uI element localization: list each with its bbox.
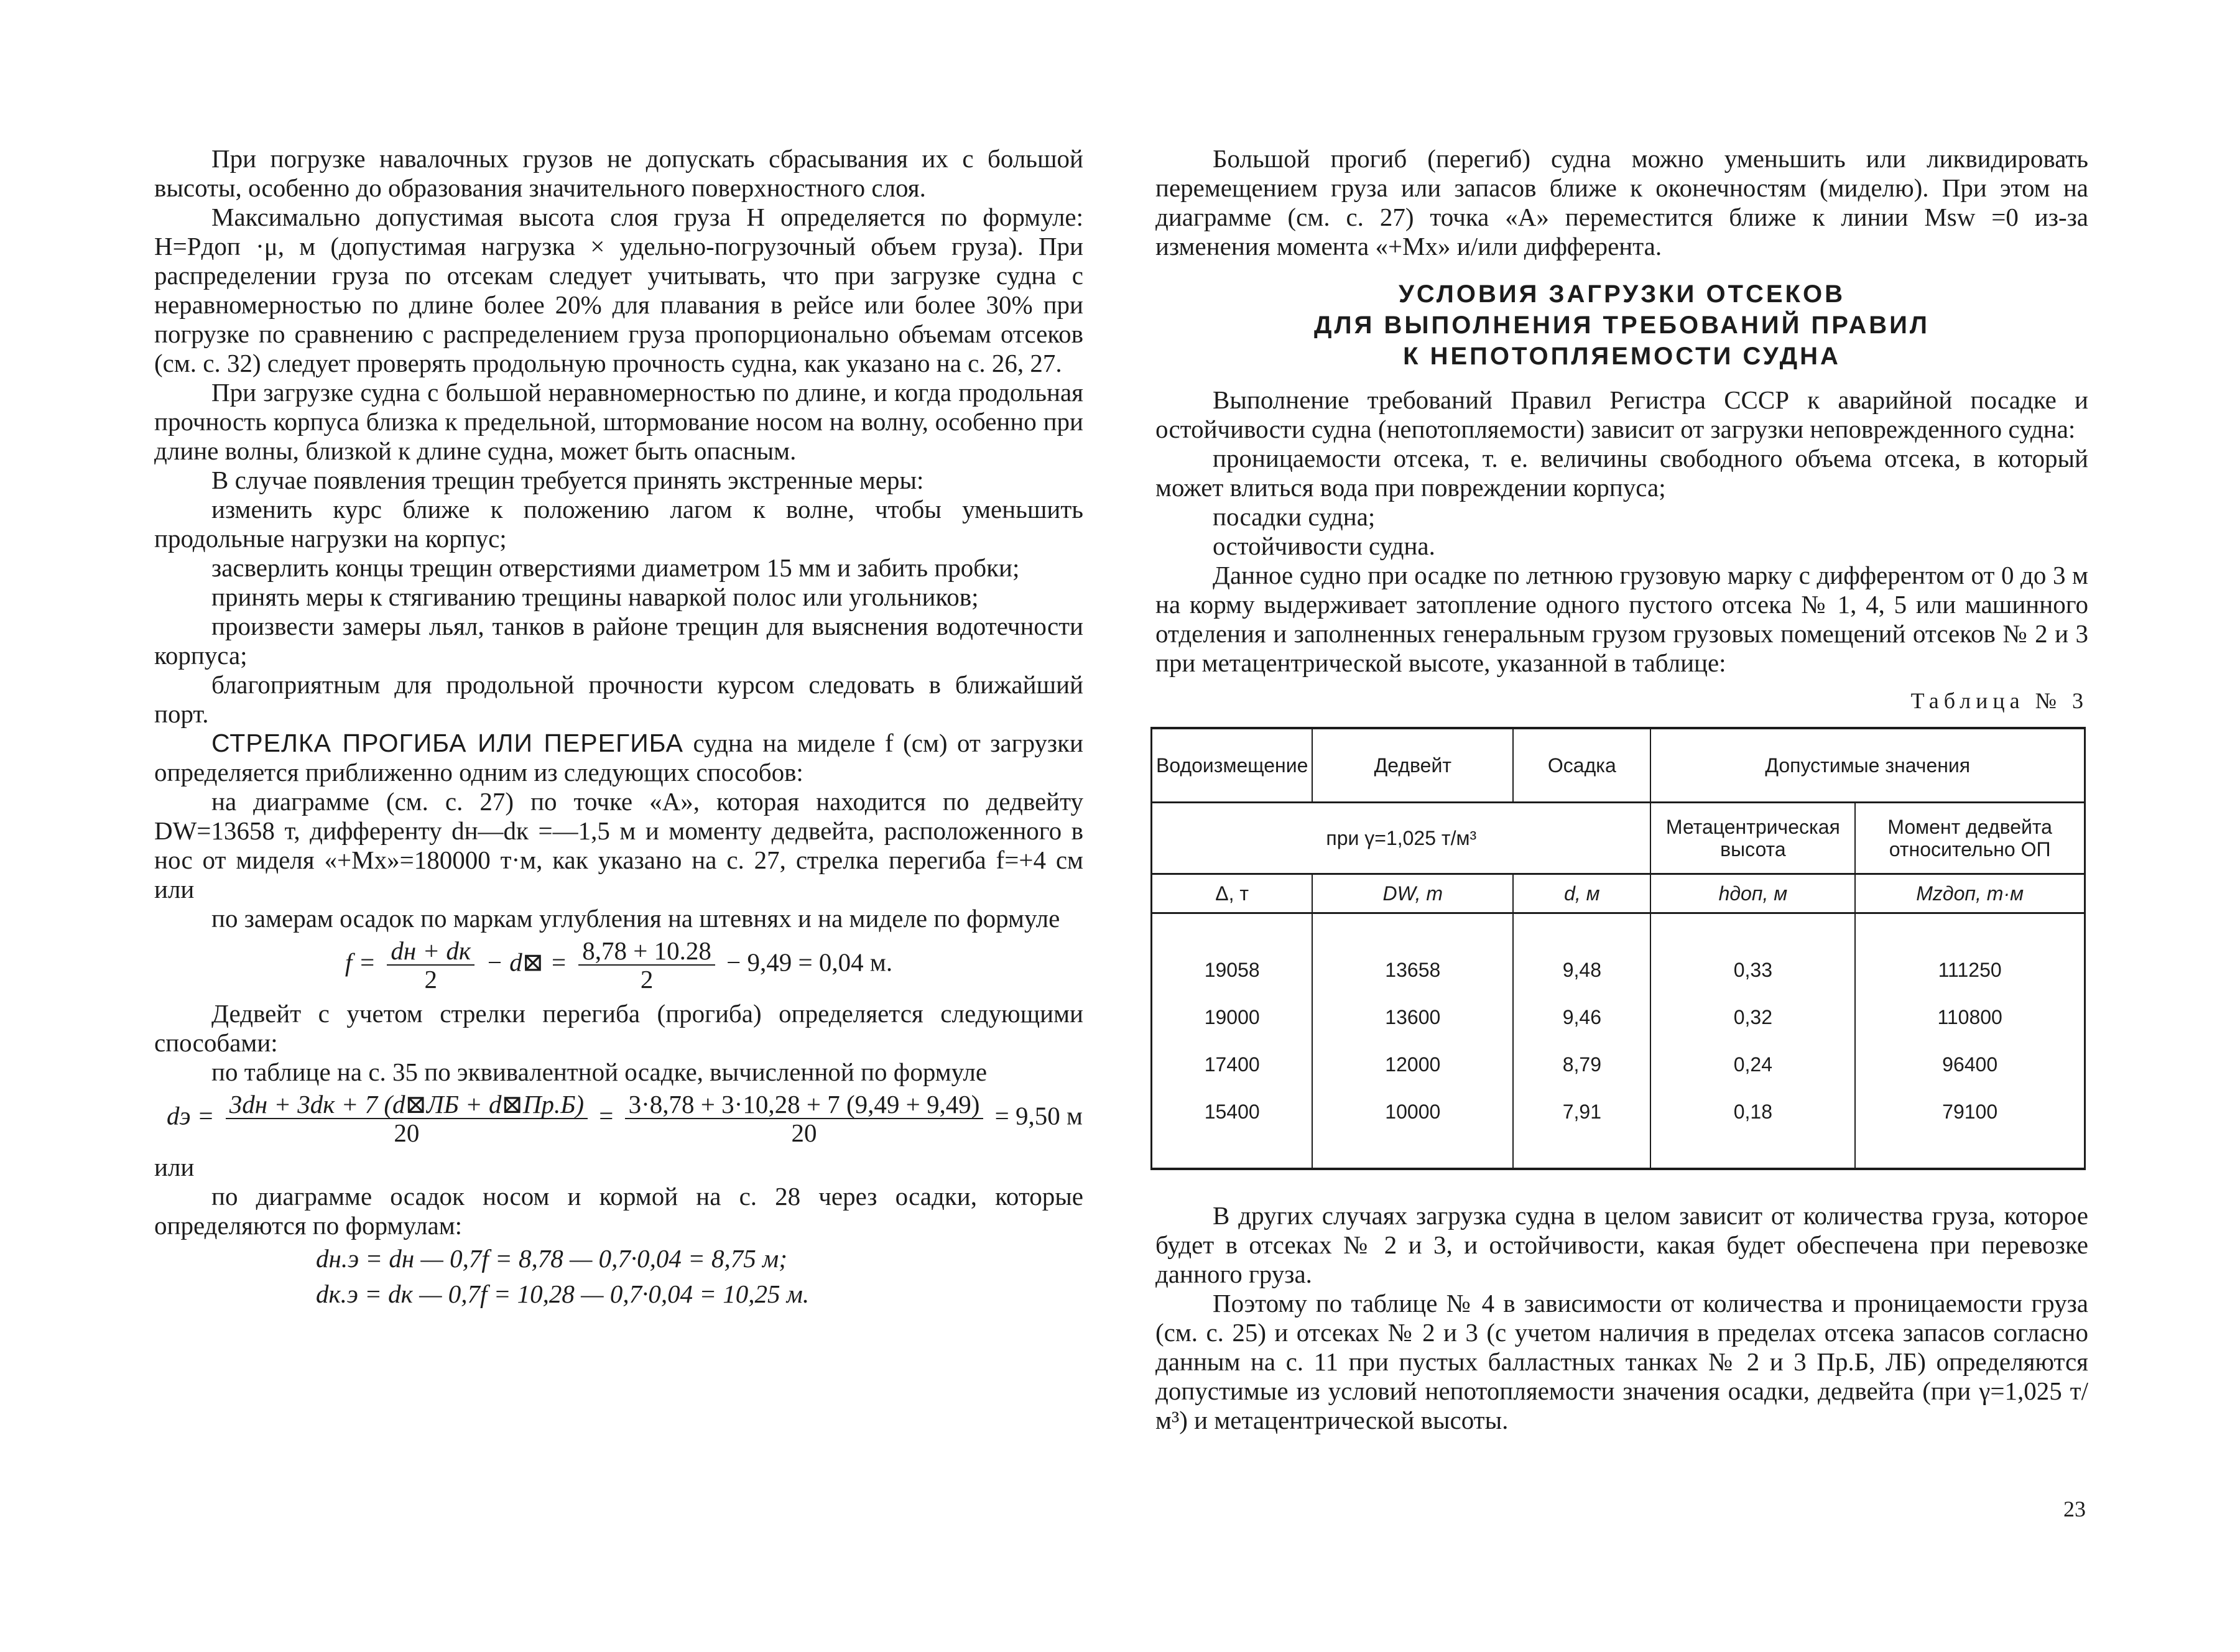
fraction [625, 1091, 984, 1147]
table-cell: 8,79 [1513, 1041, 1650, 1088]
table-cell: 10000 [1312, 1088, 1513, 1135]
paragraph: Поэтому по таблице № 4 в зависимости от количества и проницаемости груза (см. с. 25) и отсеках № 2 и 3 (с учетом наличия в пределах отсека запасов согласно данным на с. 11 при пустых балластных танках № 2 и 3 Пр.Б, ЛБ) определяются допустимые из условий непотопляемости значения осадки, дедвейта (при γ=1,025 т/м³) и метацентрической высоты. [1155, 1289, 2088, 1434]
fraction-denominator: 2 [640, 965, 654, 994]
section-heading: СТРЕЛКА ПРОГИБА ИЛИ ПЕРЕГИБА [211, 729, 684, 757]
formula-rhs: = 9,50 м [994, 1101, 1083, 1130]
table-row [1152, 946, 2085, 994]
fraction [226, 1091, 588, 1147]
table-cell: 9,46 [1513, 994, 1650, 1041]
table-cell: 13658 [1312, 946, 1513, 994]
table-cell: 0,24 [1650, 1041, 1855, 1088]
table-caption: Таблица № 3 [1910, 688, 2088, 713]
table-header-row [1152, 803, 2085, 874]
section-heading [1155, 279, 2088, 372]
table-header-cell: Водоизмещение [1152, 728, 1313, 803]
paragraph: Максимально допустимая высота слоя груза H определяется по формуле: H=Pдоп ·μ, м (допустимая нагрузка × удельно-погрузочный объем груза). При распределении груза по отсекам следует учитывать, что при загрузке судна с неравномерностью по длине более 20% для плавания в рейсе или более 30% при погрузке по сравнению с распределением груза пропорционально объемам отсеков (см. с. 32) следует проверять продольную прочность судна, как указано на с. 26, 27. [154, 203, 1083, 377]
paragraph-text: судна на миделе f (см) от загрузки определяется приближенно одним из следующих способов: [154, 729, 1083, 787]
paragraph: засверлить концы трещин отверстиями диаметром 15 мм и забить пробки; [211, 553, 1020, 582]
paragraph: проницаемости отсека, т. е. величины свободного объема отсека, в который может влиться вода при повреждении корпуса; [1155, 444, 2088, 502]
formula-rhs: − 9,49 = 0,04 м. [726, 948, 893, 977]
fraction [578, 937, 715, 993]
fraction [387, 937, 474, 993]
paragraph: При загрузке судна с большой неравномерностью по длине, и когда продольная прочность корпуса близка к предельной, штормование носом на волну, особенно при длине волны, близкой к длине судна, может быть опасным. [154, 378, 1083, 465]
table-cell: 0,18 [1650, 1088, 1855, 1135]
table-header-row [1152, 728, 2085, 803]
formula-bow-draft: dн.э = dн — 0,7f = 8,78 — 0,7·0,04 = 8,75 м; [316, 1244, 787, 1273]
table-cell: 0,32 [1650, 994, 1855, 1041]
paragraph: Дедвейт с учетом стрелки перегиба (прогиба) определяется следующими способами: [154, 999, 1083, 1057]
left-column [154, 144, 1083, 1315]
paragraph: Данное судно при осадке по летнюю грузовую марку с дифферентом от 0 до 3 м на корму выдерживает затопление одного пустого отсека № 1, 4, 5 или машинного отделения и заполненных генеральным грузом грузовых помещений отсеков № 2 и 3 при метацентрической высоте, указанной в таблице: [1155, 561, 2088, 677]
paragraph: В случае появления трещин требуется принять экстренные меры: [211, 466, 924, 494]
table-row [1152, 1041, 2085, 1088]
table-header-cell: d, м [1513, 874, 1650, 913]
table-cell: 0,33 [1650, 946, 1855, 994]
table-cell: 19058 [1152, 946, 1313, 994]
table-cell: 15400 [1152, 1088, 1313, 1135]
table-header-cell: Допустимые значения [1650, 728, 2085, 803]
paragraph: изменить курс ближе к положению лагом к волне, чтобы уменьшить продольные нагрузки на корпус; [154, 495, 1083, 553]
stability-table [1150, 727, 2086, 1170]
fraction-numerator: 3·8,78 + 3·10,28 + 7 (9,49 + 9,49) [625, 1091, 984, 1119]
table-cell: 79100 [1855, 1088, 2085, 1135]
table-header-row [1152, 874, 2085, 913]
right-column [1155, 144, 2088, 1435]
table-cell: 9,48 [1513, 946, 1650, 994]
fraction-numerator: 3dн + 3dк + 7 (d⊠ЛБ + d⊠Пр.Б) [226, 1091, 588, 1119]
table-header-cell: Mzдоп, т·м [1855, 874, 2085, 913]
fraction-denominator: 20 [791, 1119, 817, 1147]
paragraph: благоприятным для продольной прочности курсом следовать в ближайший порт. [154, 670, 1083, 728]
paragraph: При погрузке навалочных грузов не допускать сбрасывания их с большой высоты, особенно до образования значительного поверхностного слоя. [154, 144, 1083, 202]
paragraph: посадки судна; [1213, 502, 1376, 531]
paragraph: по замерам осадок по маркам углубления на штевнях и на миделе по формуле [211, 904, 1060, 933]
fraction-denominator: 20 [394, 1119, 420, 1147]
paragraph [154, 729, 1083, 787]
formula-lhs: dэ = [167, 1101, 215, 1130]
table-header-cell: Осадка [1513, 728, 1650, 803]
table-cell: 19000 [1152, 994, 1313, 1041]
fraction-denominator: 2 [424, 965, 438, 994]
table-row [1152, 1088, 2085, 1135]
paragraph: Выполнение требований Правил Регистра СССР к аварийной посадке и остойчивости судна (непотопляемости) зависит от загрузки неповрежденного судна: [1155, 385, 2088, 443]
heading-line: УСЛОВИЯ ЗАГРУЗКИ ОТСЕКОВ [1399, 280, 1845, 308]
table-cell: 96400 [1855, 1041, 2085, 1088]
table-cell: 12000 [1312, 1041, 1513, 1088]
paragraph: произвести замеры льял, танков в районе трещин для выяснения водотечности корпуса; [154, 612, 1083, 670]
paragraph: Большой прогиб (перегиб) судна можно уменьшить или ликвидировать перемещением груза или запасов ближе к оконечностям (миделю). При этом на диаграмме (см. с. 27) точка «A» переместится ближе к линии Msw =0 из-за изменения момента «+Mx» и/или дифферента. [1155, 144, 2088, 261]
table-header-cell: при γ=1,025 т/м³ [1152, 803, 1651, 874]
page-number: 23 [2063, 1497, 2086, 1521]
paragraph: по таблице на с. 35 по эквивалентной осадке, вычисленной по формуле [211, 1058, 988, 1086]
table-cell: 13600 [1312, 994, 1513, 1041]
formula-deflection [154, 937, 1083, 993]
table-header-cell: DW, т [1312, 874, 1513, 913]
heading-line: ДЛЯ ВЫПОЛНЕНИЯ ТРЕБОВАНИЙ ПРАВИЛ [1314, 311, 1930, 339]
table-header-cell: Момент дедвейта относительно ОП [1855, 803, 2085, 874]
table-spacer-row [1152, 1135, 2085, 1169]
table-header-cell: hдоп, м [1650, 874, 1855, 913]
paragraph: остойчивости судна. [1213, 532, 1435, 560]
table-row [1152, 994, 2085, 1041]
table-header-cell: Δ, т [1152, 874, 1313, 913]
fraction-numerator: dн + dк [387, 937, 474, 966]
paragraph: В других случаях загрузка судна в целом зависит от количества груза, которое будет в отсеках № 2 и 3, и остойчивости, какая будет обеспечена при перевозке данного груза. [1155, 1201, 2088, 1288]
paragraph: на диаграмме (см. с. 27) по точке «A», которая находится по дедвейту DW=13658 т, дифференту dн—dк =—1,5 м и моменту дедвейта, расположенного в нос от миделя «+Mx»=180000 т·м, как указано на с. 27, стрелка перегиба f=+4 см или [154, 787, 1083, 903]
formula-stern-draft: dк.э = dк — 0,7f = 10,28 — 0,7·0,04 = 10,25 м. [316, 1280, 810, 1308]
table-header-cell: Дедвейт [1312, 728, 1513, 803]
formula-lhs: f = [345, 948, 376, 977]
table-cell: 17400 [1152, 1041, 1313, 1088]
table-spacer-row [1152, 913, 2085, 947]
table-cell: 110800 [1855, 994, 2085, 1041]
table-cell: 7,91 [1513, 1088, 1650, 1135]
formula-middle: − d⊠ = [486, 948, 568, 977]
paragraph: по диаграмме осадок носом и кормой на с. 28 через осадки, которые определяются по формулам: [154, 1182, 1083, 1240]
paragraph: или [154, 1153, 195, 1181]
table-cell: 111250 [1855, 946, 2085, 994]
heading-line: К НЕПОТОПЛЯЕМОСТИ СУДНА [1403, 343, 1841, 370]
table-header-cell: Метацентрическая высота [1650, 803, 1855, 874]
fraction-numerator: 8,78 + 10.28 [578, 937, 715, 966]
paragraph: принять меры к стягиванию трещины наваркой полос или угольников; [211, 583, 979, 611]
formula-equivalent-draft: dэ = $\frac{3dн + 3dк + 7 (d⊠ЛБ + d⊠Пр.Б)}{20}$ = $\frac{3\cdot 8,78 + 3\cdot 10,28 + 7 (9,49 + 9,49)}{20}$ = 9,50 м [167, 1090, 1083, 1147]
